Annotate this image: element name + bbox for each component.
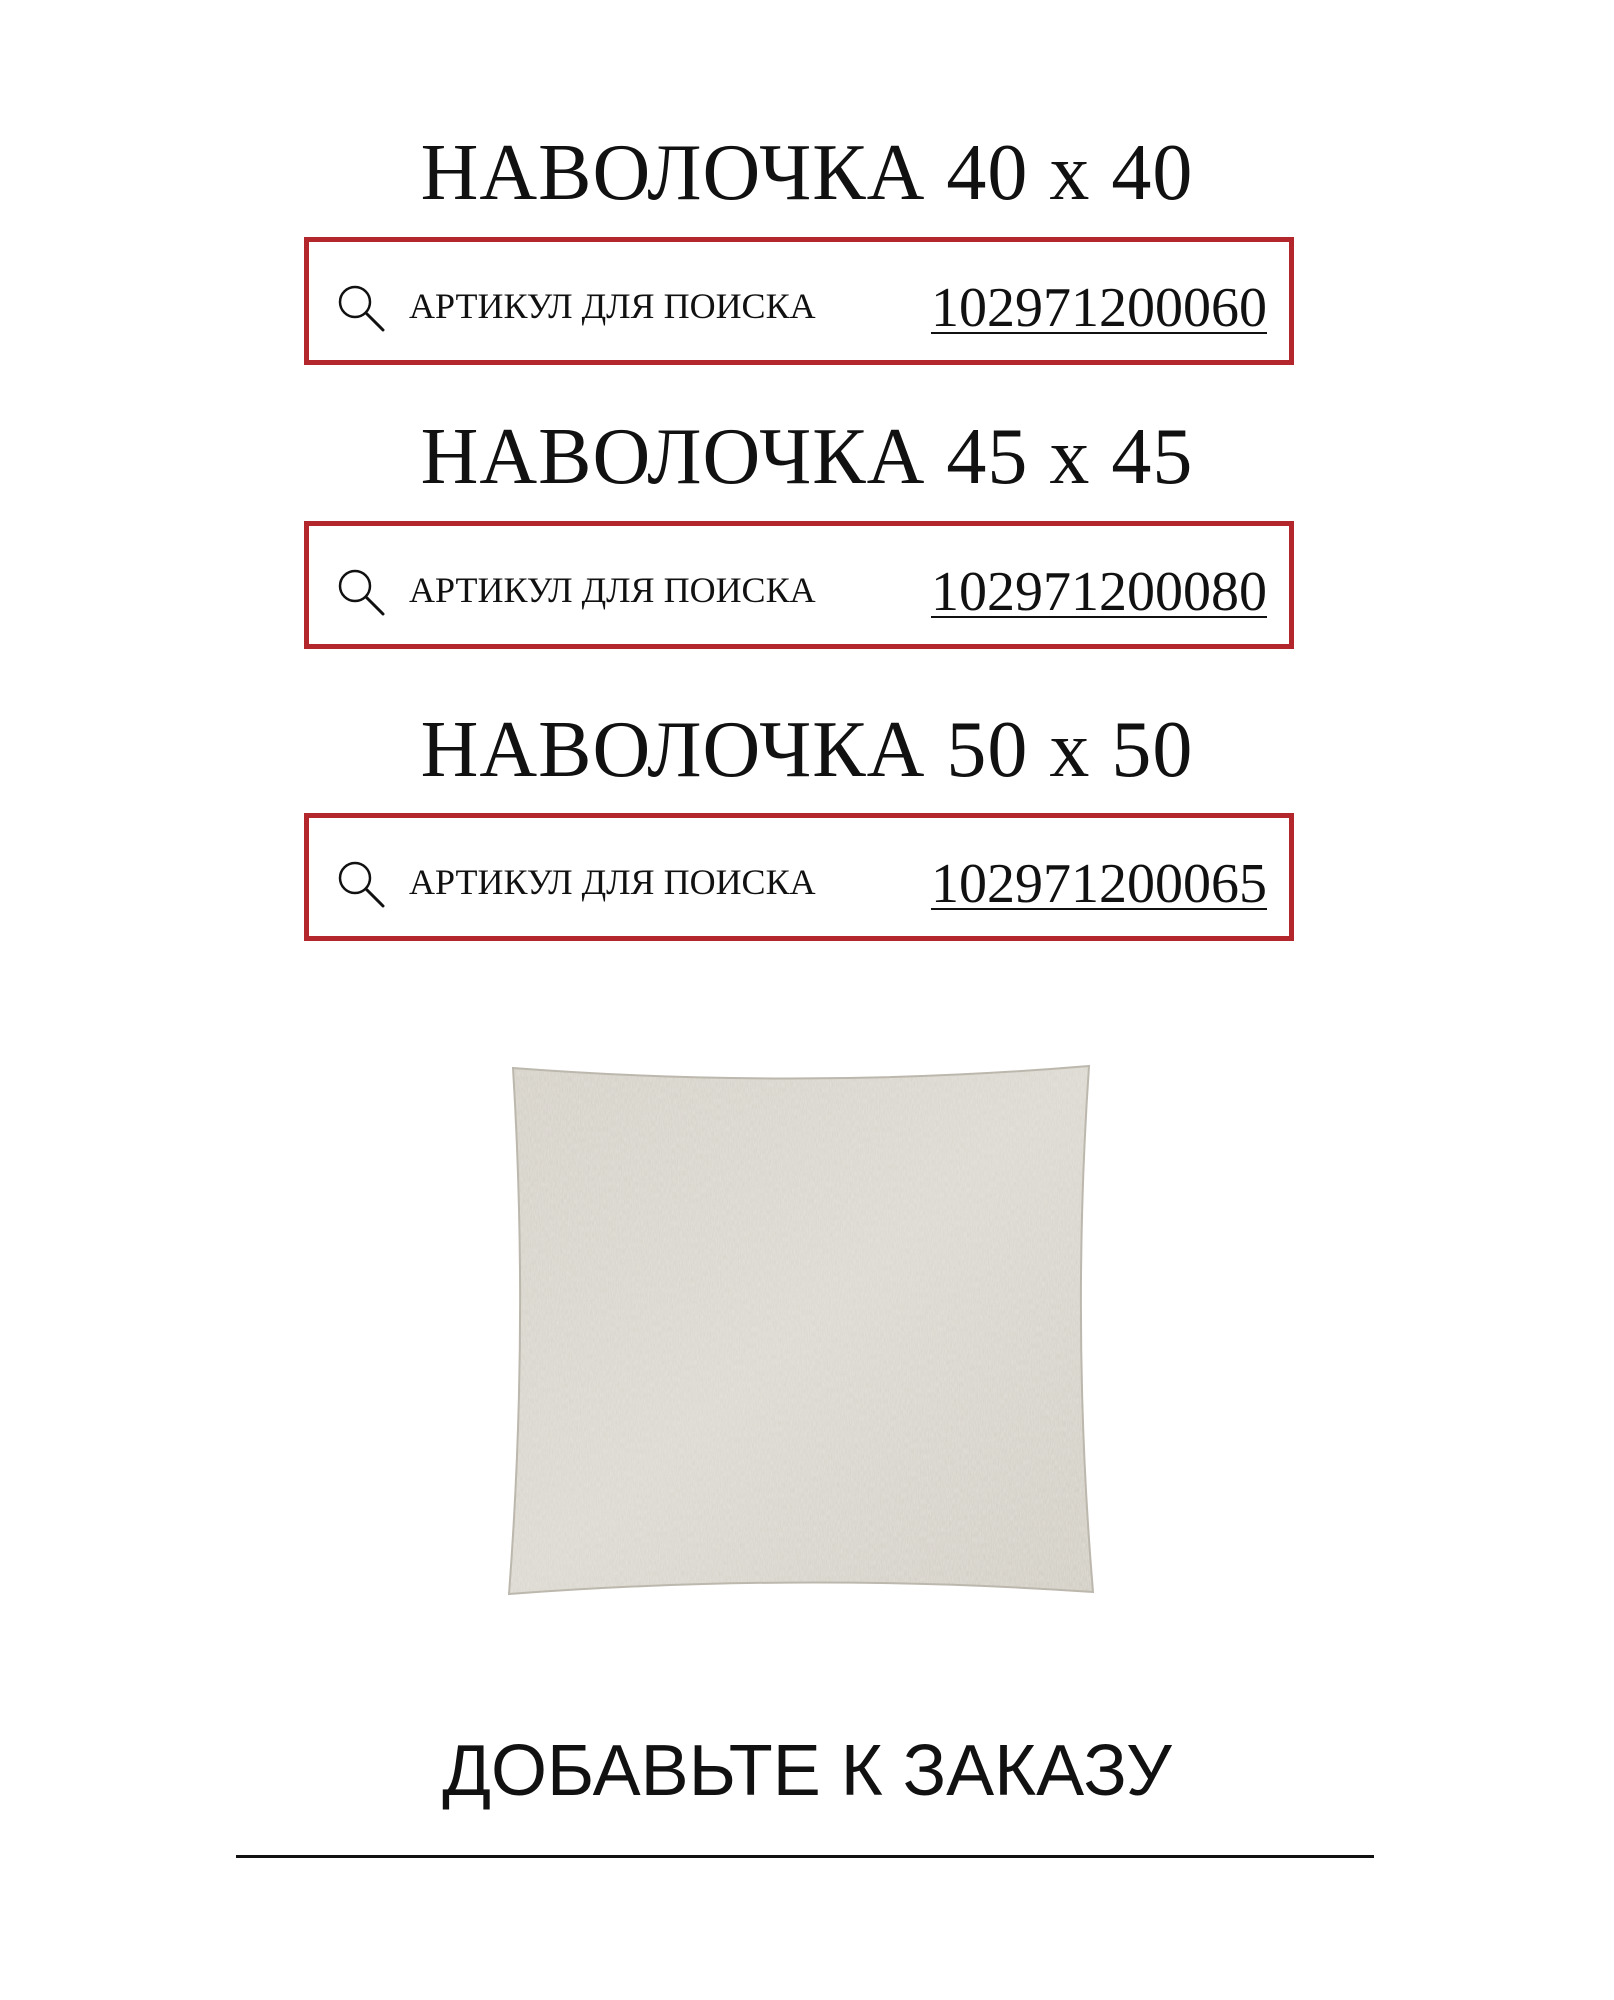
sku-number-link[interactable]: 102971200065 bbox=[931, 853, 1267, 915]
sku-label: АРТИКУЛ ДЛЯ ПОИСКА bbox=[409, 862, 816, 902]
sku-search-box-50[interactable] bbox=[304, 813, 1294, 941]
sku-search-box-45[interactable] bbox=[304, 521, 1294, 649]
sku-number-link[interactable]: 102971200060 bbox=[931, 277, 1267, 339]
sku-search-box-40[interactable] bbox=[304, 237, 1294, 365]
pillow-image bbox=[505, 1060, 1097, 1600]
divider bbox=[236, 1855, 1374, 1858]
search-icon bbox=[333, 564, 389, 620]
add-to-order-button[interactable]: ДОБАВЬТЕ К ЗАКАЗУ bbox=[442, 1731, 1172, 1811]
sku-label: АРТИКУЛ ДЛЯ ПОИСКА bbox=[409, 286, 816, 326]
sku-label: АРТИКУЛ ДЛЯ ПОИСКА bbox=[409, 570, 816, 610]
product-title-50: НАВОЛОЧКА 50 x 50 bbox=[420, 706, 1194, 794]
search-icon bbox=[333, 856, 389, 912]
product-title-45: НАВОЛОЧКА 45 x 45 bbox=[420, 413, 1194, 501]
search-icon bbox=[333, 280, 389, 336]
product-title-40: НАВОЛОЧКА 40 x 40 bbox=[420, 129, 1194, 217]
sku-number-link[interactable]: 102971200080 bbox=[931, 561, 1267, 623]
